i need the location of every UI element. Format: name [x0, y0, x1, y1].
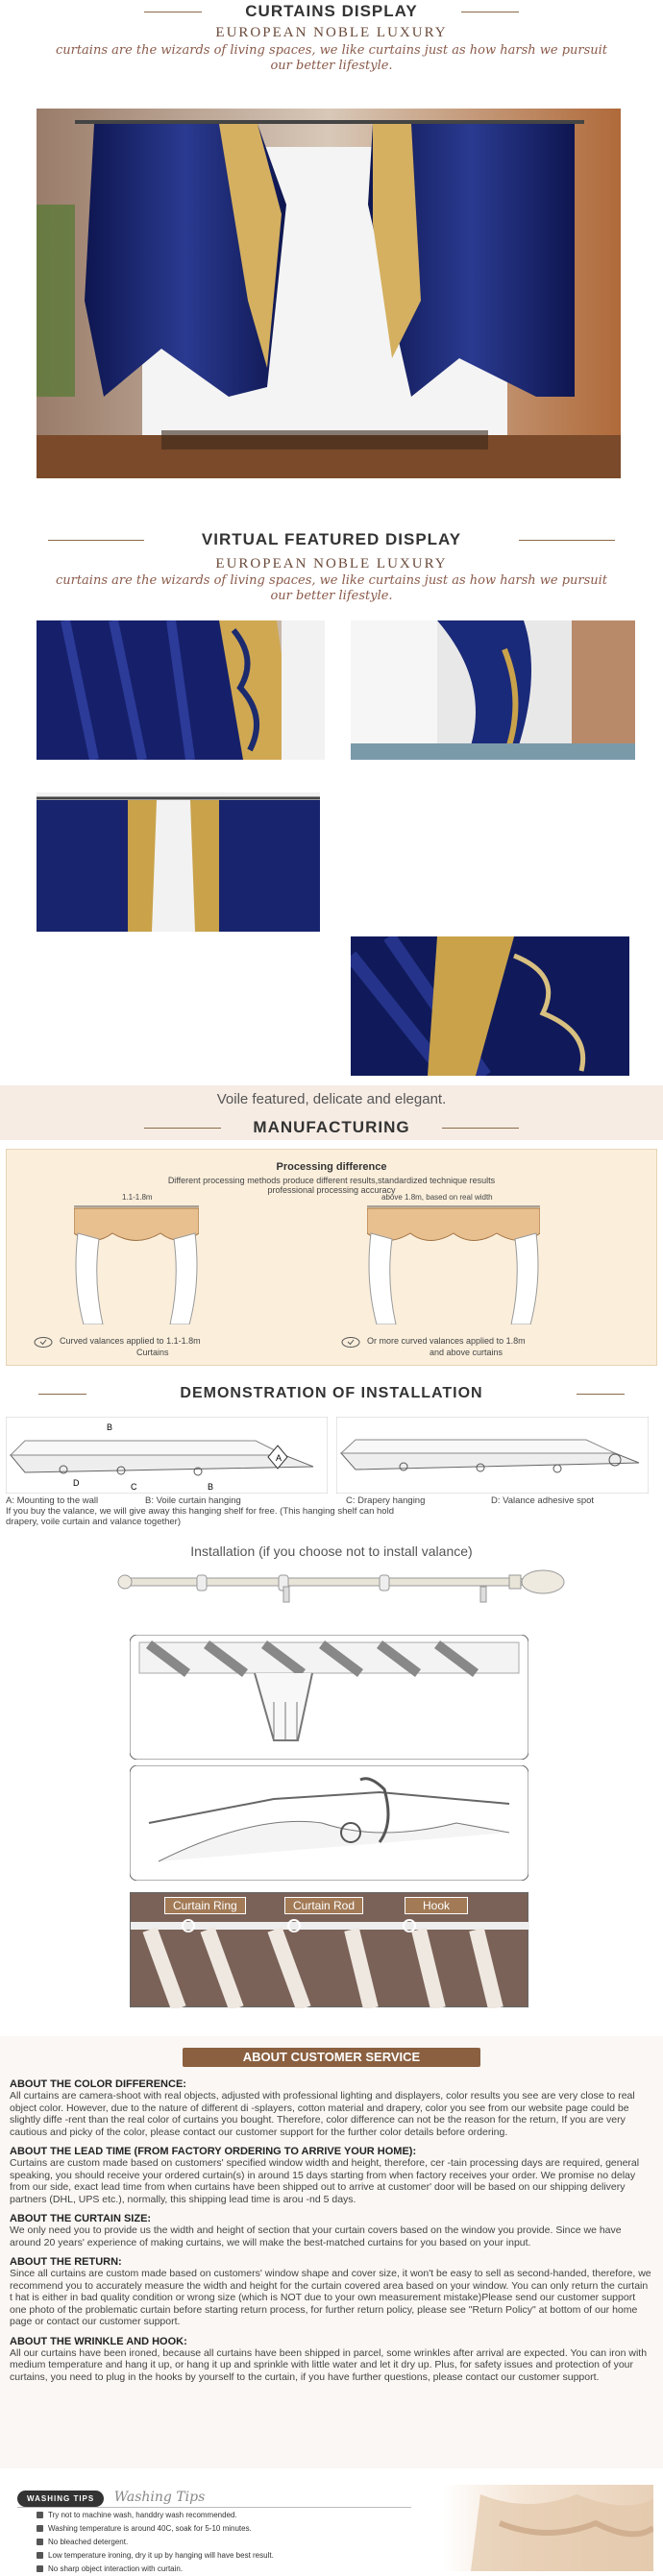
curtain-ring-label: Curtain Ring — [164, 1897, 246, 1914]
washing-script-title: Washing Tips — [113, 2490, 206, 2505]
right-dimension: above 1.8m, based on real width — [381, 1193, 493, 1202]
return-text: Since all curtains are custom made based on customers' window shape and cover size, it won't be easy to sell as second-handed, therefore, we recommend you to accurately measure the width and height for the curtain covered area based on your window. You can only return the curtain t hat is either in bad quality condition or wrong size (which is NOT due to your own measurement mistake)Please send our customer support one photo of the problematic curtain before starting return process, for further return policy, please see "Return Policy" at bottom of our home page or contact our customer support. — [10, 2268, 651, 2327]
service-items — [10, 2071, 653, 2383]
svg-text:B: B — [208, 1482, 214, 1492]
pleat-hook-illustration — [130, 1635, 528, 1760]
processing-text-2: professional processing accuracy — [267, 1185, 396, 1195]
return-heading: ABOUT THE RETURN: — [10, 2256, 122, 2268]
service-item-wrinkle — [10, 2336, 653, 2384]
right-caption-1: Or more curved valances applied to 1.8m — [367, 1336, 526, 1346]
pleats-drawing — [131, 1916, 529, 2008]
valance-small-illustration — [74, 1204, 199, 1324]
washing-header — [17, 2489, 411, 2508]
track-diagram-plain — [336, 1417, 649, 1494]
title-rule-right-2 — [519, 540, 615, 541]
virtual-display-title: VIRTUAL FEATURED DISPLAY — [201, 530, 462, 548]
detail-photo-3 — [37, 792, 320, 932]
installation-note-2: drapery, voile curtain and valance together) — [6, 1517, 182, 1527]
tagline2-line2: our better lifestyle. — [270, 589, 393, 603]
washing-fabric-photo — [442, 2485, 653, 2571]
section-title-2 — [0, 530, 663, 549]
svg-text:D: D — [73, 1478, 80, 1488]
ring-rod-hook-panel — [130, 1892, 528, 2007]
svg-text:A: A — [276, 1453, 282, 1463]
service-item-size — [10, 2213, 653, 2248]
title-rule-left-2 — [48, 540, 144, 541]
valance-large-illustration — [367, 1204, 540, 1324]
curtain-rod-label: Curtain Rod — [284, 1897, 363, 1914]
no-valance-title: Installation (if you choose not to install valance) — [190, 1543, 473, 1559]
detail-photo-2 — [351, 620, 635, 760]
right-check-icon — [341, 1335, 360, 1346]
tagline-line2: our better lifestyle. — [270, 59, 393, 73]
left-caption-2: Curtains — [136, 1348, 169, 1357]
washing-tips-section — [0, 2481, 663, 2576]
lead-time-text: Curtains are custom made based on customers' specified window width and height, therefore, cer -tain processing days are required, general speaking, you should receive your ordered curtain(s) in around 15 days starting from when factory receives your order. We promise no delay from our side, exact lead time from when curtains have been shipped out to arrive at customer' door will be based on our shipping delivery partners (DHL, UPS etc.), normally, this shipping lead time is arou -nd 5 days. — [10, 2157, 640, 2205]
color-diff-text: All curtains are camera-shoot with real objects, adjusted with professional lighting and displayers, color results you see are very close to real object color. However, due to the nature of different di -splayers, cotton material and drapery, color you see from our website page could be slightly diffe -rent than the real color of curtains you bought. Therefore, color difference can not be the reason for the return, If you are very cautious and picky of the color, please contact our customer support for the further color details before ordering. — [10, 2090, 635, 2138]
manufacturing-title: MANUFACTURING — [253, 1118, 410, 1136]
section-subtitle: EUROPEAN NOBLE LUXURY — [215, 25, 448, 40]
voile-caption-band — [0, 1085, 663, 1114]
inst-rule-left — [38, 1394, 86, 1395]
customer-service-badge: ABOUT CUSTOMER SERVICE — [183, 2048, 480, 2067]
label-a: A: Mounting to the wall — [6, 1495, 99, 1506]
installation-header — [0, 1385, 663, 1408]
washing-tip: Try not to machine wash, handdry wash recommended. — [37, 2511, 274, 2519]
svg-text:B: B — [107, 1422, 113, 1432]
virtual-display-header — [0, 530, 663, 607]
section-subtitle-2: EUROPEAN NOBLE LUXURY — [215, 556, 448, 571]
hook-label: Hook — [405, 1897, 468, 1914]
detail-photo-4 — [351, 936, 629, 1076]
label-b: B: Voile curtain hanging — [145, 1495, 241, 1506]
color-diff-heading: ABOUT THE COLOR DIFFERENCE: — [10, 2078, 186, 2090]
washing-tips-list — [25, 2506, 274, 2573]
processing-title: Processing difference — [276, 1161, 387, 1173]
manufacturing-title-wrap — [0, 1114, 663, 1140]
washing-tip: Low temperature ironing, dry it up by hanging will have best result. — [37, 2551, 274, 2560]
inst-rule-right — [577, 1394, 625, 1395]
service-item-color — [10, 2078, 653, 2138]
left-check-icon — [34, 1335, 53, 1346]
size-text: We only need you to provide us the width and height of section that your curtain covers based on the window you provide. Since we have around 20 years' experience of making curtains, we will make the best-matched curtains for you based on your input. — [10, 2224, 622, 2248]
wrinkle-text: All our curtains have been ironed, because all curtains have been shipped in parcel, some wrinkles after arrival are expected. You can iron with medium temperature and hang it up, or hang it up and sprinkle with little water and let it dry up. Plus, for safety issues and protection of your curtains, you need to plug in the hooks by yourself to the curtain, if you have further questions, please contact our customer support. — [10, 2346, 648, 2383]
washing-badge: WASHING TIPS — [17, 2491, 104, 2507]
detail-photo-1 — [37, 620, 325, 760]
mfg-rule-right — [442, 1128, 519, 1129]
manufacturing-header — [0, 1114, 663, 1140]
label-d: D: Valance adhesive spot — [491, 1495, 595, 1506]
label-c: C: Drapery hanging — [346, 1495, 426, 1506]
washing-tip: No bleached detergent. — [37, 2538, 274, 2546]
installation-note-1: If you buy the valance, we will give away this hanging shelf for free. (This hanging shelf can hold — [6, 1506, 394, 1517]
curtains-display-title: CURTAINS DISPLAY — [245, 2, 418, 20]
left-caption-1: Curved valances applied to 1.1-1.8m — [60, 1336, 201, 1346]
voile-caption: Voile featured, delicate and elegant. — [216, 1091, 447, 1107]
track-diagram-labeled — [6, 1417, 328, 1494]
washing-tip: Washing temperature is around 40C, soak for 5-10 minutes. — [37, 2524, 274, 2533]
processing-panel — [6, 1149, 657, 1366]
tagline-line1: curtains are the wizards of living spaces, we like curtains just as how harsh we pursuit — [55, 43, 608, 58]
size-heading: ABOUT THE CURTAIN SIZE: — [10, 2213, 152, 2224]
curtains-display-header — [0, 0, 663, 73]
hook-detail-illustration — [130, 1765, 528, 1881]
installation-title-wrap — [0, 1385, 663, 1402]
installation-title: DEMONSTRATION OF INSTALLATION — [180, 1385, 483, 1401]
right-caption-2: and above curtains — [430, 1348, 503, 1357]
wrinkle-heading: ABOUT THE WRINKLE AND HOOK: — [10, 2335, 187, 2347]
svg-text:C: C — [131, 1482, 137, 1492]
tagline2-line1: curtains are the wizards of living spaces, we like curtains just as how harsh we pursuit — [55, 573, 608, 588]
mfg-rule-left — [144, 1128, 221, 1129]
service-item-return — [10, 2256, 653, 2328]
customer-service-section — [0, 2036, 663, 2468]
processing-text-1: Different processing methods produce different results,standardized technique results — [167, 1176, 496, 1185]
washing-tip: No sharp object interaction with curtain. — [37, 2564, 274, 2573]
lead-time-heading: ABOUT THE LEAD TIME (FROM FACTORY ORDERING TO ARRIVE YOUR HOME): — [10, 2146, 417, 2157]
service-item-lead-time — [10, 2146, 653, 2205]
left-dimension: 1.1-1.8m — [122, 1193, 153, 1202]
section-title — [0, 2, 663, 21]
main-curtain-photo — [37, 109, 621, 478]
curtain-rod-illustration — [115, 1566, 567, 1604]
